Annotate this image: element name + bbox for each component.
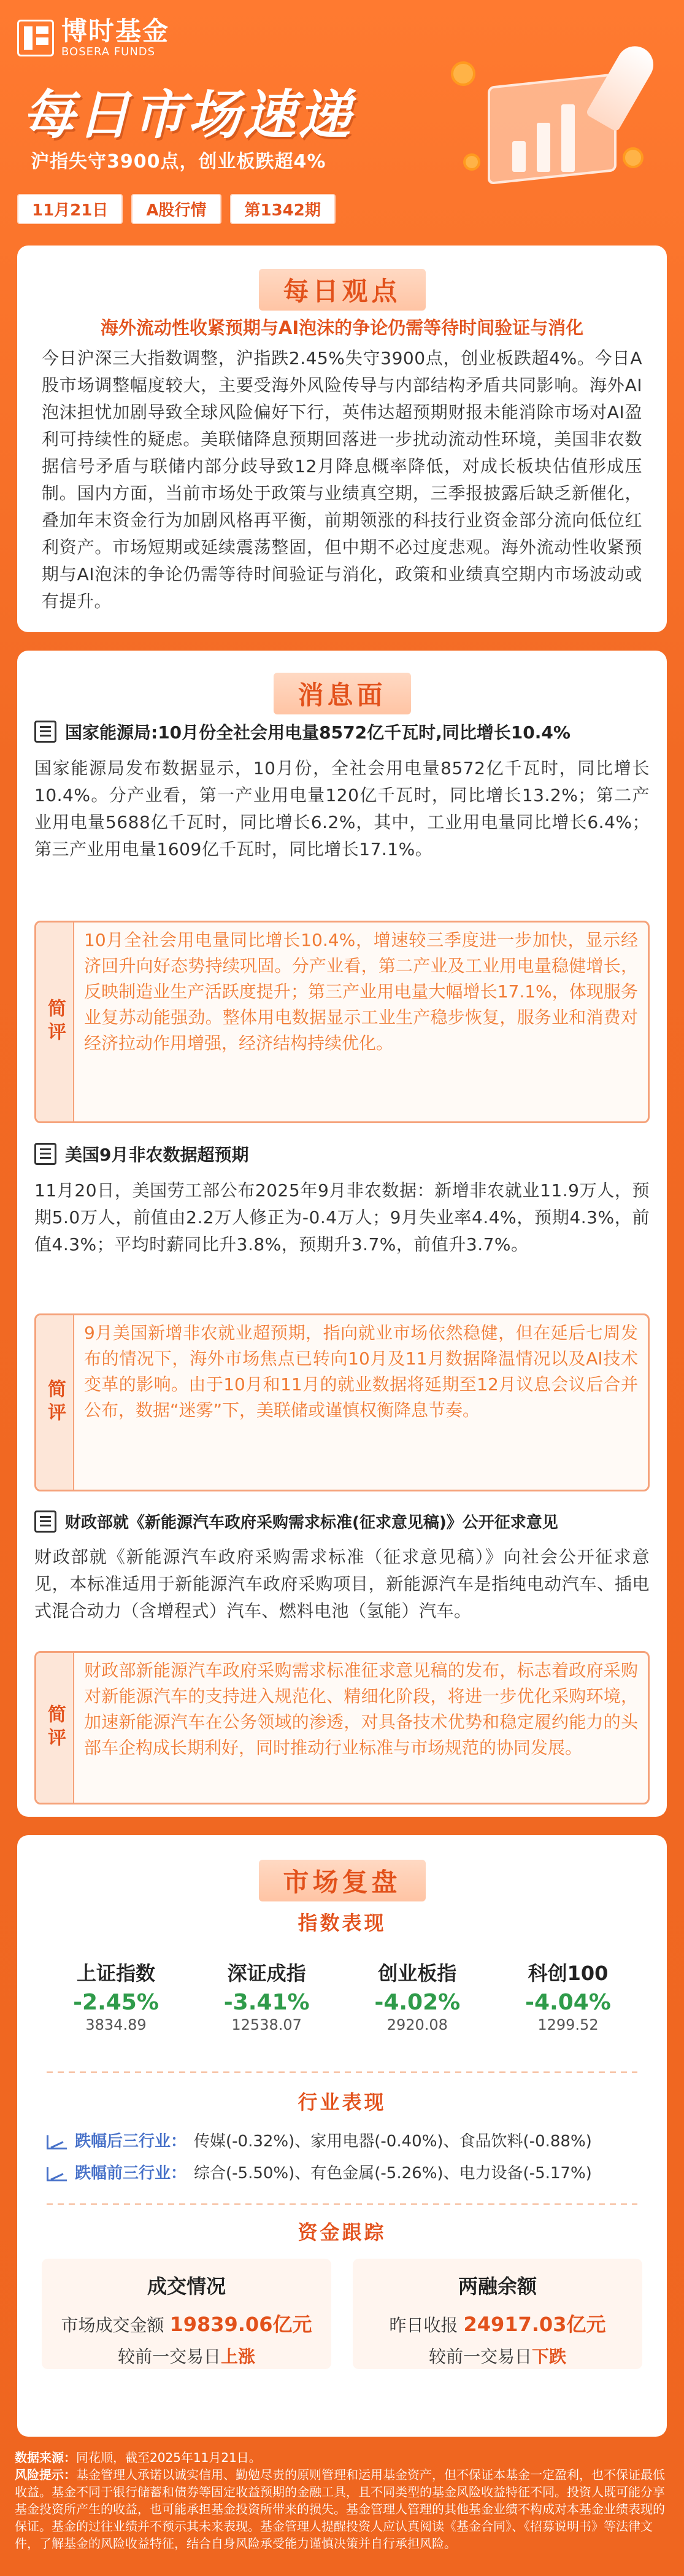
index-value: 1299.52 <box>537 2016 599 2033</box>
document-icon <box>34 1510 56 1533</box>
industry-label: 跌幅前三行业： <box>75 2164 187 2183</box>
industry-section-title: 行业表现 <box>298 2091 386 2114</box>
index-change: -4.04% <box>525 1990 611 2015</box>
index-change: -3.41% <box>223 1990 310 2015</box>
index-change: -2.45% <box>73 1990 159 2015</box>
date-chip: 11月21日 <box>17 194 123 224</box>
comment-text: 9月美国新增非农就业超预期，指向就业市场依然稳健，但在延后七周发布的情况下，海外市场焦点已转向10月及11月数据降温情况以及AI技术变革的影响。由于10月和11月的就业数据将延期至12月议息会议后合并公布，数据“迷雾”下，美联储或谨慎权衡降息节奏。 <box>84 1323 638 1420</box>
news-comment <box>34 1313 650 1491</box>
comment-tag: 简评 <box>36 1653 74 1803</box>
news-item <box>34 719 650 863</box>
index-value: 3834.89 <box>85 2016 147 2033</box>
market-card <box>17 1835 667 2437</box>
issue-info-bar <box>17 194 336 224</box>
comment-text: 财政部新能源汽车政府采购需求标准征求意见稿的发布，标志着政府采购对新能源汽车的支持进入规范化、精细化阶段，将进一步优化采购环境，加速新能源汽车在公务领域的渗透，对具备技术优势和稳定履约能力的头部车企构成长期利好，同时推动行业标准与市场规范的协同发展。 <box>84 1660 638 1758</box>
turnover-title: 成交情况 <box>147 2275 226 2298</box>
risk-label: 风险提示： <box>15 2467 76 2482</box>
brand-logo <box>17 17 169 58</box>
news-comment <box>34 1651 650 1804</box>
market-title: 市场复盘 <box>258 1860 425 1901</box>
index-item <box>348 1958 486 2033</box>
index-name: 创业板指 <box>378 1962 457 1985</box>
risk-text: 基金管理人承诺以诚实信用、勤勉尽责的原则管理和运用基金资产，但不保证本基金一定盈利，也不保证最低收益。基金不同于银行储蓄和债券等固定收益预期的金融工具，且不同类型的基金风险收益特征不同。投资人既可能分享基金投资所产生的收益，也可能承担基金投资所带来的损失。基金管理人管理的其他基金业绩不构成对本基金业绩表现的保证。基金的过往业绩并不预示其未来表现。基金管理人提醒投资人应认真阅读《基金合同》、《招募说明书》等法律文件，了解基金的风险收益特征，结合自身风险承受能力谨慎决策并自行承担风险。 <box>15 2467 665 2551</box>
source-text: 同花顺，截至2025年11月21日。 <box>76 2450 261 2465</box>
index-list <box>47 1958 637 2033</box>
news-headline: 财政部就《新能源汽车政府采购需求标准(征求意见稿)》公开征求意见 <box>65 1514 558 1532</box>
category-chip: A股行情 <box>131 194 221 224</box>
header-banner <box>0 0 684 220</box>
index-item <box>499 1958 637 2033</box>
margin-title: 两融余额 <box>458 2275 537 2298</box>
industry-row <box>47 2129 592 2151</box>
trend-chart-icon <box>47 2131 67 2149</box>
index-name: 深证成指 <box>227 1962 306 1985</box>
margin-box <box>353 2259 642 2369</box>
comment-tag: 简评 <box>36 922 74 1121</box>
index-name: 科创100 <box>528 1962 609 1985</box>
page-subtitle: 沪指失守3900点，创业板跌超4% <box>31 151 326 172</box>
index-change: -4.02% <box>374 1990 461 2015</box>
news-body: 财政部就《新能源汽车政府采购需求标准（征求意见稿）》向社会公开征求意见，本标准适用于新能源汽车政府采购项目，新能源汽车是指纯电动汽车、插电式混合动力（含增程式）汽车、燃料电池（氢能）汽车。 <box>34 1547 650 1621</box>
news-title: 消息面 <box>273 673 410 714</box>
margin-value: 24917.03亿元 <box>463 2313 606 2336</box>
page-title: 每日市场速递 <box>22 85 353 146</box>
news-headline: 国家能源局:10月份全社会用电量8572亿千瓦时,同比增长10.4% <box>65 722 571 743</box>
news-item <box>34 1142 650 1258</box>
news-body: 11月20日，美国劳工部公布2025年9月非农数据：新增非农就业11.9万人，预期5.0万人，前值由2.2万人修正为-0.4万人；9月失业率4.4%，预期4.3%，前值4.3%；平均时薪同比升3.8%，预期升3.7%，前值升3.7%。 <box>34 1180 650 1255</box>
margin-compare: 下跌 <box>532 2346 567 2367</box>
news-comment <box>34 921 650 1123</box>
index-name: 上证指数 <box>76 1962 155 1985</box>
turnover-label: 市场成交金额 <box>61 2315 164 2335</box>
news-headline: 美国9月非农数据超预期 <box>65 1145 249 1165</box>
index-item <box>47 1958 185 2033</box>
trend-chart-icon <box>47 2163 67 2181</box>
logo-cn: 博时基金 <box>61 16 170 46</box>
industry-text: 综合(-5.50%)、有色金属(-5.26%)、电力设备(-5.17%) <box>194 2164 592 2183</box>
turnover-compare-prefix: 较前一交易日 <box>117 2346 221 2367</box>
turnover-value: 19839.06亿元 <box>169 2313 312 2336</box>
margin-compare-prefix: 较前一交易日 <box>428 2346 532 2367</box>
industry-row <box>47 2160 592 2183</box>
divider <box>47 2203 637 2205</box>
daily-view-card <box>17 246 667 632</box>
turnover-box <box>42 2259 331 2369</box>
news-item <box>34 1510 650 1625</box>
rocket-chart-illustration-icon <box>439 37 659 196</box>
daily-view-headline: 海外流动性收紧预期与AI泡沫的争论仍需等待时间验证与消化 <box>100 317 584 338</box>
issue-chip: 第1342期 <box>230 194 336 224</box>
margin-label: 昨日收报 <box>389 2315 458 2335</box>
index-item <box>198 1958 336 2033</box>
footer-disclaimer <box>15 2449 669 2552</box>
fund-section-title: 资金跟踪 <box>298 2221 386 2244</box>
turnover-compare: 上涨 <box>221 2346 256 2367</box>
daily-view-title: 每日观点 <box>258 269 425 311</box>
news-body: 国家能源局发布数据显示，10月份，全社会用电量8572亿千瓦时，同比增长10.4%。分产业看，第一产业用电量120亿千瓦时，同比增长13.2%；第二产业用电量5688亿千瓦时，同比增长6.2%，其中，工业用电量同比增长6.4%；第三产业用电量1609亿千瓦时，同比增长17.1%。 <box>34 758 650 859</box>
comment-tag: 简评 <box>36 1315 74 1490</box>
index-value: 12538.07 <box>231 2016 302 2033</box>
document-icon <box>34 1143 56 1165</box>
industry-text: 传媒(-0.32%)、家用电器(-0.40%)、食品饮料(-0.88%) <box>194 2132 592 2151</box>
bosera-logo-icon <box>17 20 54 56</box>
logo-en: BOSERA FUNDS <box>61 45 156 58</box>
document-icon <box>34 721 56 743</box>
index-value: 2920.08 <box>386 2016 448 2033</box>
divider <box>47 2071 637 2073</box>
source-label: 数据来源： <box>15 2450 76 2465</box>
index-section-title: 指数表现 <box>298 1911 386 1935</box>
industry-label: 跌幅后三行业： <box>75 2132 187 2151</box>
daily-view-body: 今日沪深三大指数调整，沪指跌2.45%失守3900点，创业板跌超4%。今日A股市场调整幅度较大，主要受海外风险传导与内部结构矛盾共同影响。海外AI泡沫担忧加剧导致全球风险偏好下行，英伟达超预期财报未能消除市场对AI盈利可持续性的疑虑。美联储降息预期回落进一步扰动流动性环境，美国非农数据信号矛盾与联储内部分歧导致12月降息概率降低，对成长板块估值形成压制。国内方面，当前市场处于政策与业绩真空期，三季报披露后缺乏新催化，叠加年末资金行为加剧风格再平衡，前期领涨的科技行业资金部分流向低位红利资产。市场短期或延续震荡整固，但中期不必过度悲观。海外流动性收紧预期与AI泡沫的争论仍需等待时间验证与消化，政策和业绩真空期内市场波动或有提升。 <box>42 348 642 611</box>
comment-text: 10月全社会用电量同比增长10.4%，增速较三季度进一步加快，显示经济回升向好态势持续巩固。分产业看，第二产业及工业用电量稳健增长，反映制造业生产活跃度提升；第三产业用电量大幅增长17.1%，体现服务业复苏动能强劲。整体用电数据显示工业生产稳步恢复，服务业和消费对经济拉动作用增强，经济结构持续优化。 <box>84 930 638 1053</box>
news-card <box>17 651 667 1817</box>
